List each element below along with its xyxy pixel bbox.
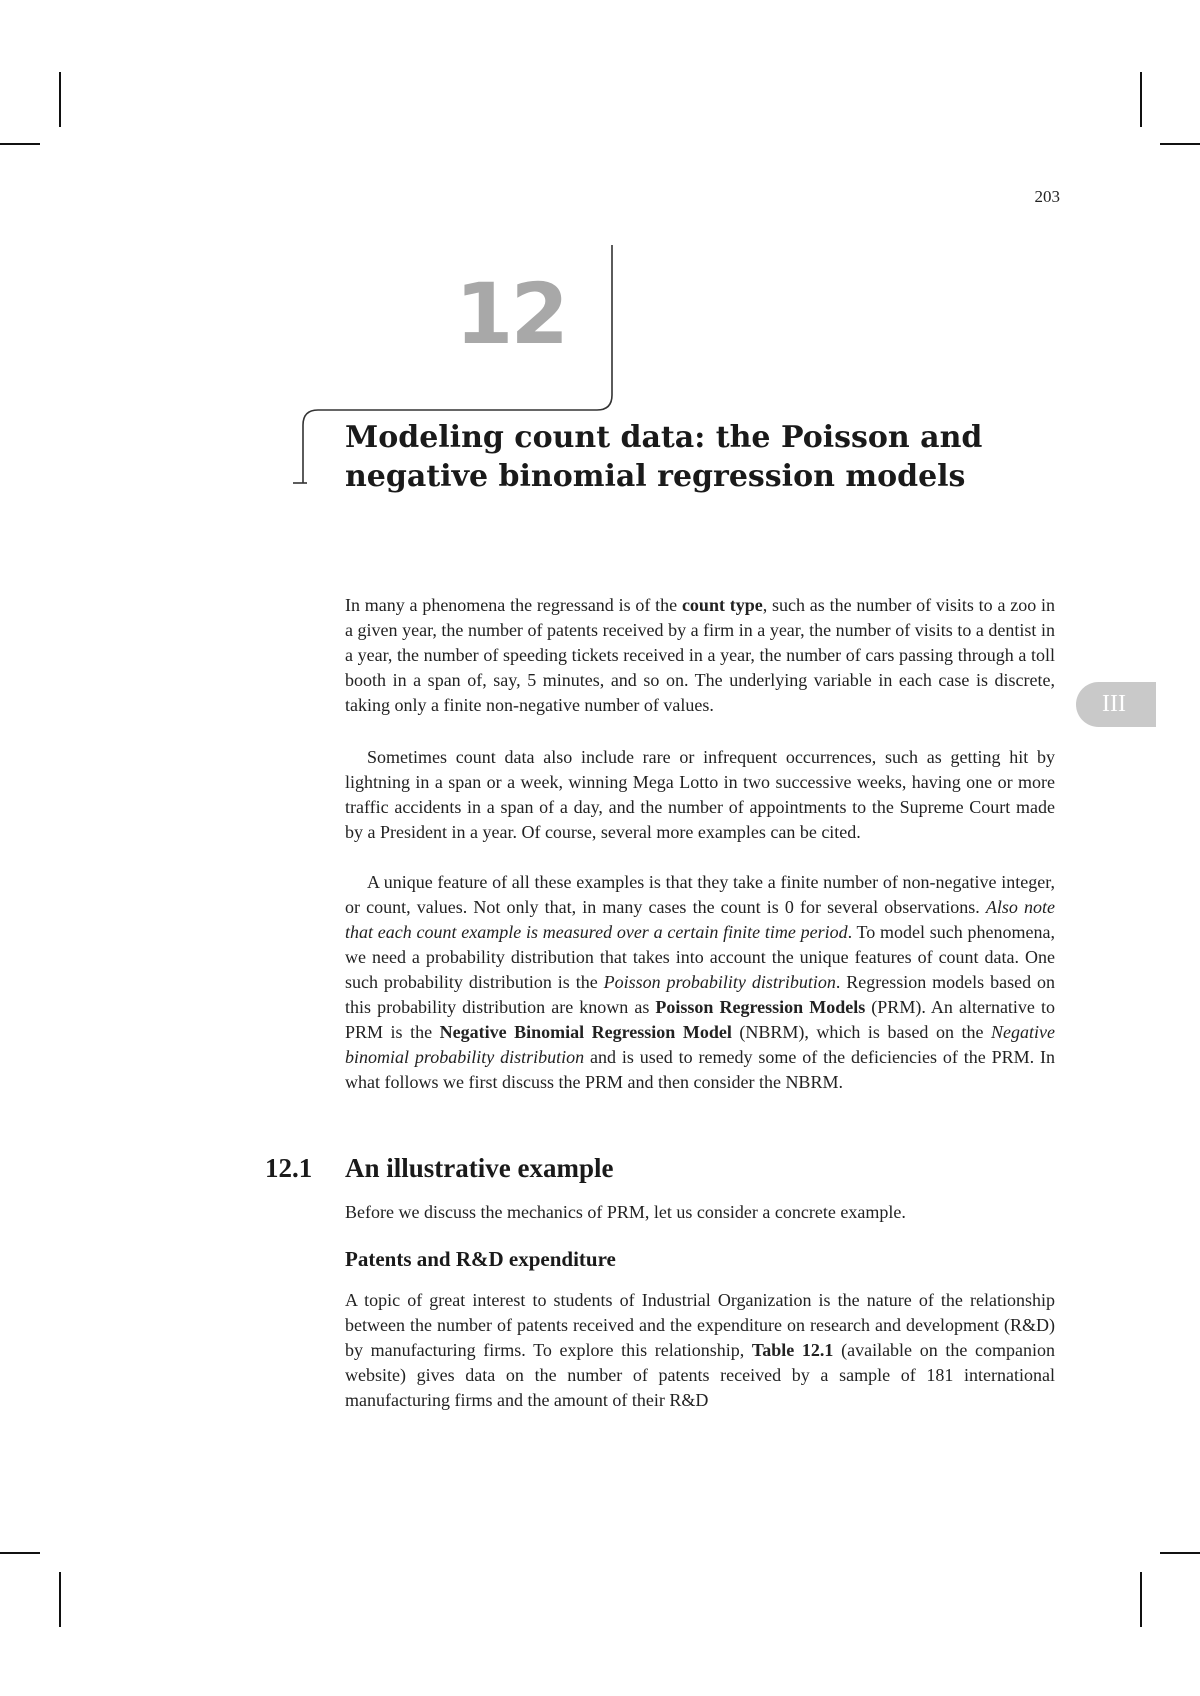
part-thumb-tab: III: [1076, 682, 1156, 727]
page-number: 203: [1034, 187, 1060, 206]
chapter-title-line-1: Modeling count data: the Poisson and: [345, 420, 983, 455]
subsection-heading: Patents and R&D expenditure: [345, 1247, 616, 1271]
crop-mark-bottom-right-horizontal: [1160, 1552, 1200, 1554]
crop-mark-bottom-right-vertical: [1140, 1572, 1142, 1627]
crop-mark-bottom-left-horizontal: [0, 1552, 40, 1554]
chapter-title-line-2: negative binomial regression models: [345, 459, 966, 494]
section-title: An illustrative example: [345, 1153, 614, 1183]
intro-paragraph-1: In many a phenomena the regressand is of the count type, such as the number of visits to a zoo in a given year, the number of patents received by a firm in a year, the number of visits to a dentist in a year, the number of speeding tickets received in a year, the number of cars passing through a toll booth in a span of, say, 5 minutes, and so on. The underlying variable in each case is discrete, taking only a finite non-negative number of values.: [345, 595, 1056, 715]
section-intro-paragraph: Before we discuss the mechanics of PRM, let us consider a concrete example.: [345, 1202, 906, 1222]
chapter-title: [345, 418, 1045, 496]
chapter-number: 12: [455, 265, 566, 363]
crop-mark-bottom-left-vertical: [59, 1572, 61, 1627]
subsection-paragraph: A topic of great interest to students of Industrial Organization is the nature of the relationship between the number of patents received and the expenditure on research and development (R&D) by manufacturing firms. To explore this relationship, Table 12.1 (available on the companion website) gives data on the number of patents received by a sample of 181 international manufacturing firms and the amount of their R&D: [345, 1290, 1055, 1410]
section-number: 12.1: [265, 1153, 313, 1183]
section-heading: [265, 1150, 613, 1186]
intro-paragraph-2: Sometimes count data also include rare or infrequent occurrences, such as getting hit by lightning in a span or a week, winning Mega Lotto in two successive weeks, having one or more traffic accidents in a span of a day, and the number of appointments to the Supreme Court made by a President in a year. Of course, several more examples can be cited.: [345, 747, 1055, 842]
intro-paragraph-3: A unique feature of all these examples is that they take a finite number of non-negative integer, or count, values. Not only that, in many cases the count is 0 for several observations. Also note that each count example is measured over a certain finite time period. To model such phenomena, we need a probability distribution that takes into account the unique features of count data. One such probability distribution is the Poisson probability distribution. Regression models based on this probability distribution are known as Poisson Regression Models (PRM). An alternative to PRM is the Negative Binomial Regression Model (NBRM), which is based on the Negative binomial probability distribution and is used to remedy some of the deficiencies of the PRM. In what follows we first discuss the PRM and then consider the NBRM.: [345, 872, 1056, 1092]
